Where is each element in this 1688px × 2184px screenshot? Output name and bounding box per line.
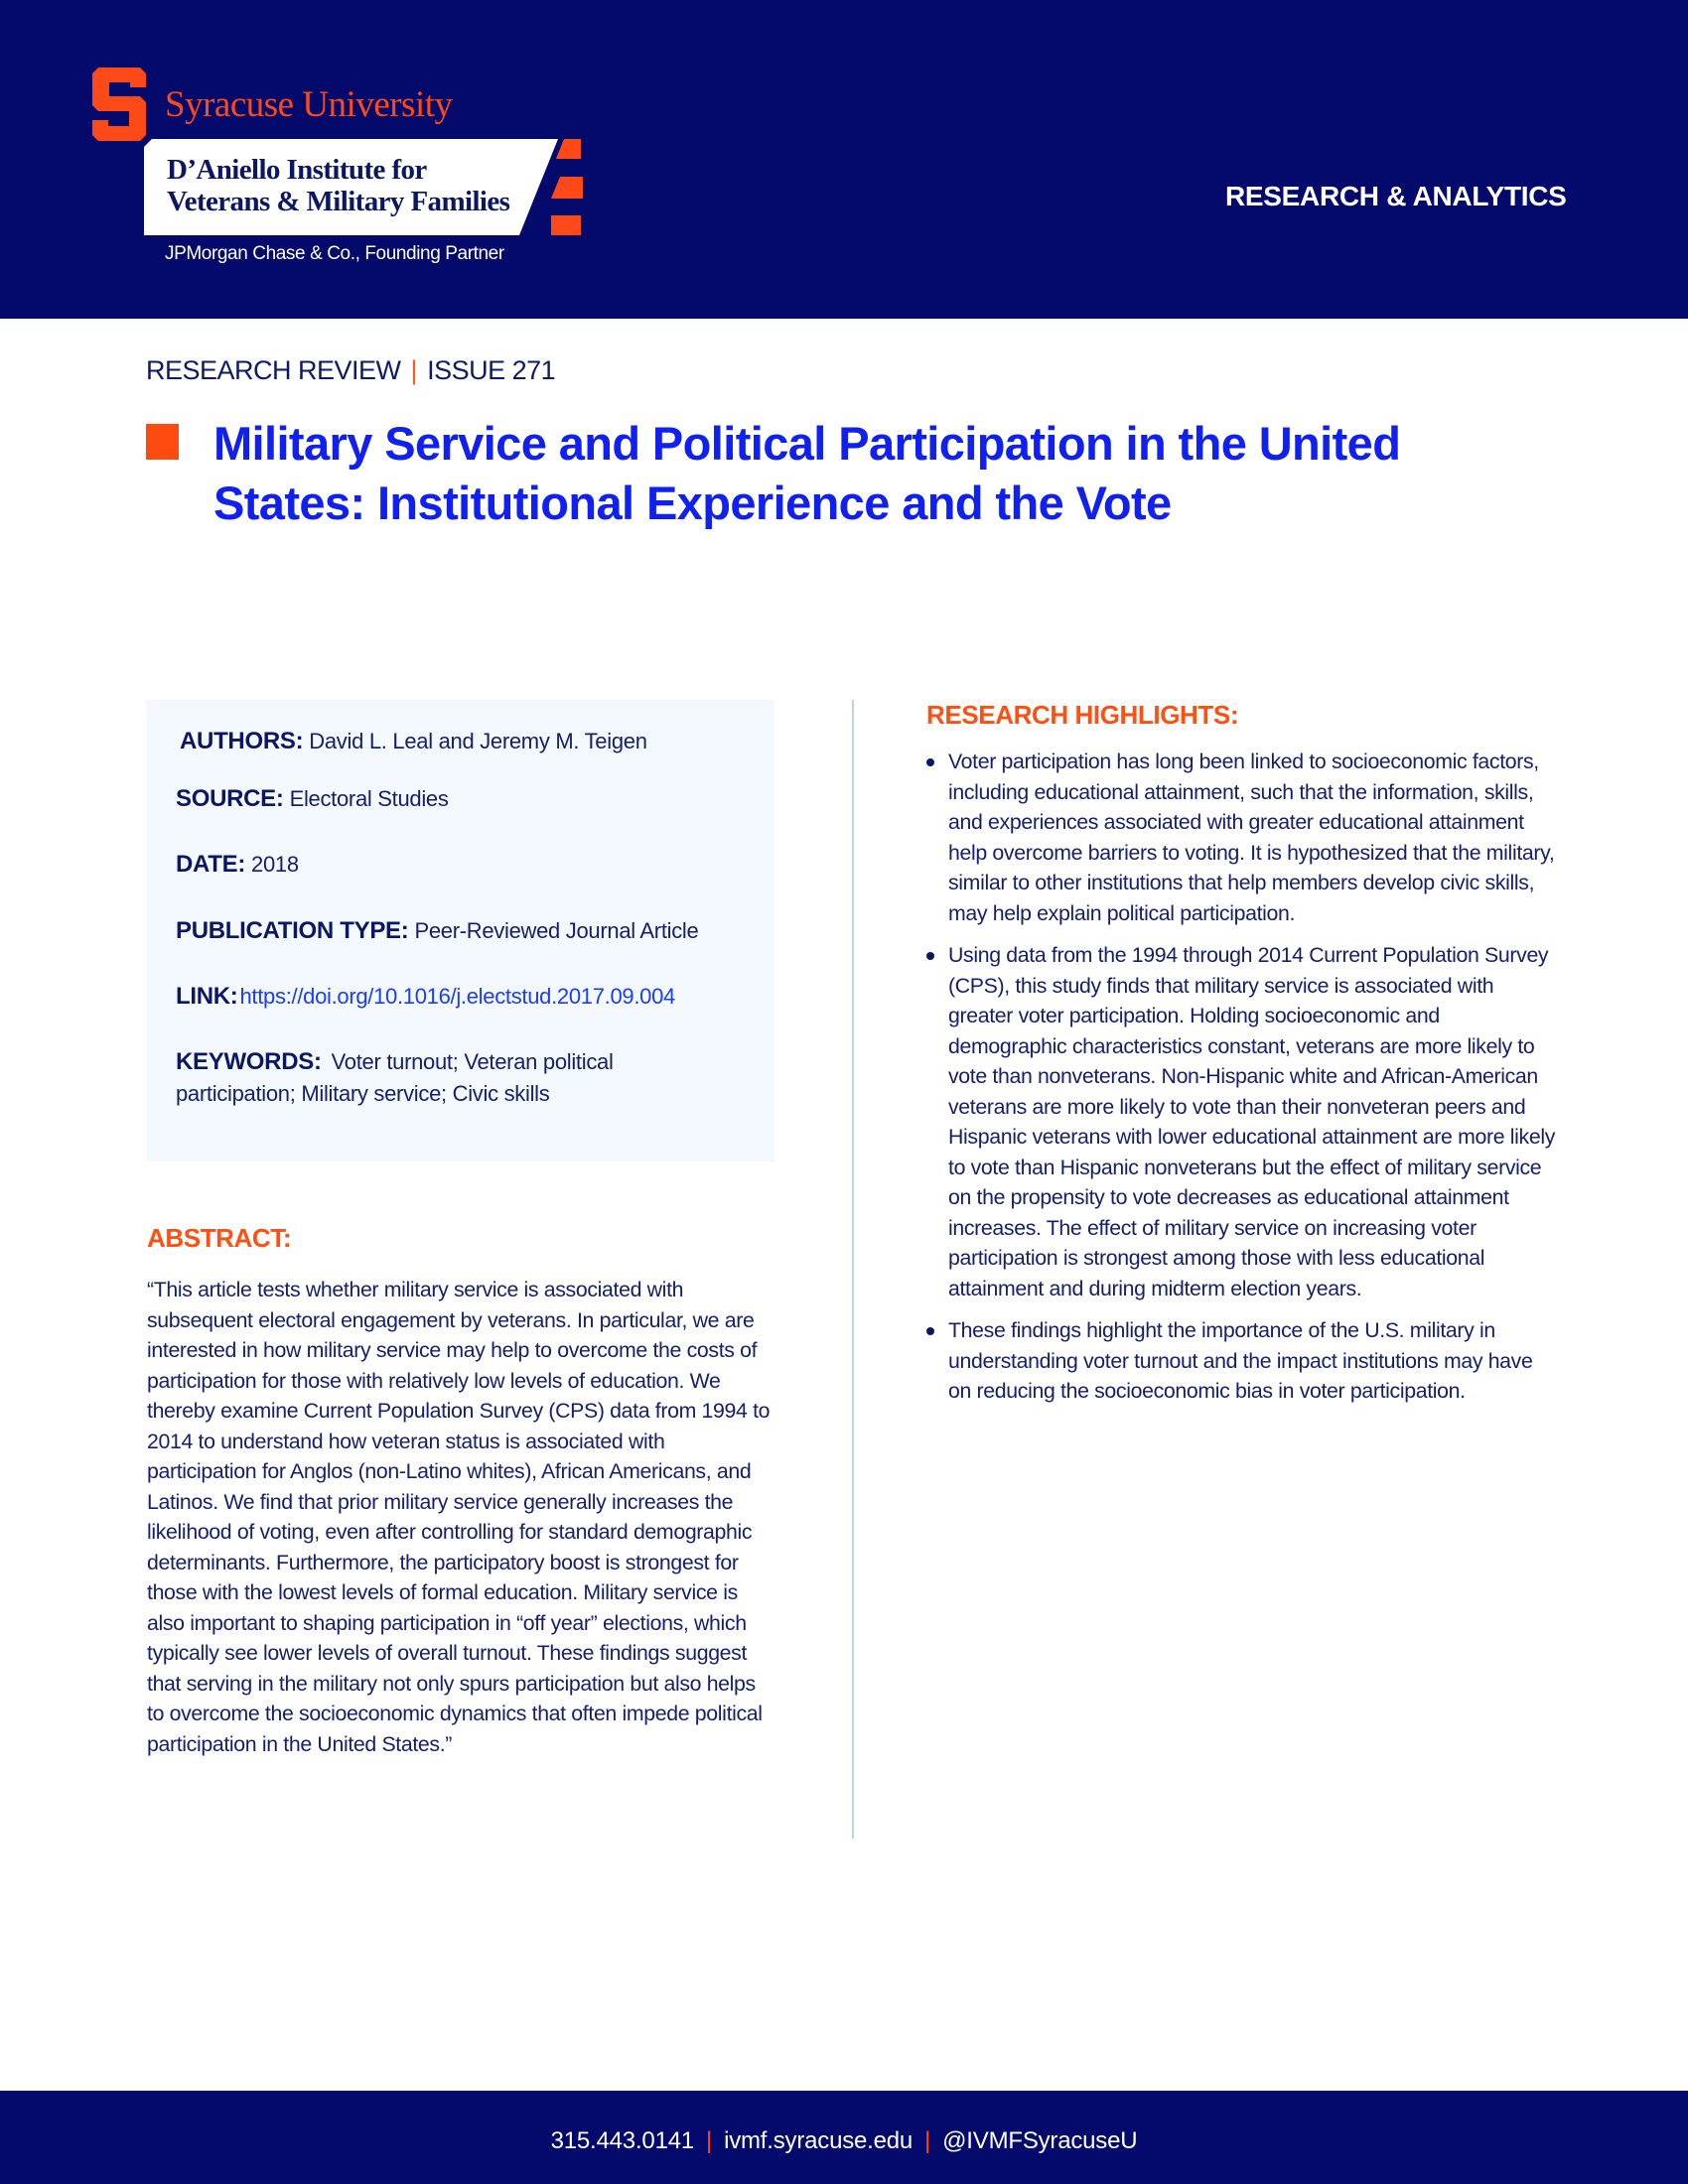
page-title: Military Service and Political Participation in the United States: Institutional Experience and the Vote	[213, 417, 1401, 529]
meta-source	[176, 783, 762, 815]
highlight-text: Voter participation has long been linked to socioeconomic factors, including educational attainment, such that the information, skills, and experiences associated with greater educational attainment help overcome barriers to voting. It is hypothesized that the military, similar to other institutions that help members develop civic skills, may help explain political participation.	[948, 750, 1555, 925]
institute-name-line1: D’Aniello Institute for	[167, 154, 427, 186]
page-footer	[0, 2091, 1688, 2184]
meta-link	[176, 981, 762, 1013]
highlight-text: Using data from the 1994 through 2014 Current Population Survey (CPS), this study finds that military service is associated with greater voter participation. Holding socioeconomic and demographic characteristics constant, veterans are more likely to vote than nonveterans. Non-Hispanic white and African-American veterans are more likely to vote than their nonveteran peers and Hispanic veterans with lower educational attainment are more likely to vote than Hispanic nonveterans but the effect of military service on the propensity to vote decreases as educational attainment increases. The effect of military service on increasing voter participation is strongest among those with less educational attainment and during midterm election years.	[948, 943, 1556, 1300]
publication-type-value: Peer-Reviewed Journal Article	[414, 918, 699, 943]
authors-value: David L. Leal and Jeremy M. Teigen	[309, 729, 647, 753]
footer-social[interactable]: @IVMFSyracuseU	[942, 2127, 1138, 2154]
date-value: 2018	[251, 852, 299, 877]
highlights-heading: RESEARCH HIGHLIGHTS:	[926, 700, 1239, 730]
issue-line	[146, 355, 555, 386]
keywords-value: Voter turnout; Veteran political participation; Military service; Civic skills	[176, 1049, 614, 1106]
footer-separator: |	[706, 2127, 713, 2154]
meta-keywords	[176, 1046, 652, 1110]
authors-label: AUTHORS:	[180, 728, 304, 754]
highlight-text: These findings highlight the importance of the U.S. military in understanding voter turnout and the impact institutions may have on reducing the socioeconomic bias in voter participation.	[948, 1318, 1533, 1403]
founding-partner: JPMorgan Chase & Co., Founding Partner	[165, 243, 504, 264]
bullet-icon	[926, 1327, 934, 1335]
orange-stripes-icon	[551, 139, 583, 236]
highlight-item	[921, 1315, 1557, 1407]
source-value: Electoral Studies	[289, 786, 449, 811]
bullet-icon	[926, 758, 934, 766]
university-name: Syracuse University	[165, 84, 453, 125]
highlight-item	[921, 747, 1557, 928]
issue-number: ISSUE 271	[427, 355, 556, 385]
link-label: LINK:	[176, 983, 238, 1010]
source-label: SOURCE:	[176, 785, 284, 812]
footer-website[interactable]: ivmf.syracuse.edu	[724, 2127, 914, 2154]
highlight-item	[921, 940, 1557, 1303]
meta-authors	[180, 726, 766, 757]
title-marker-square	[146, 424, 179, 460]
doi-link[interactable]: https://doi.org/10.1016/j.electstud.2017.09.004	[239, 984, 675, 1009]
syracuse-s-logo-icon	[92, 68, 146, 141]
series-name: RESEARCH REVIEW	[146, 355, 401, 385]
page-header	[0, 0, 1688, 319]
bullet-icon	[926, 952, 934, 960]
meta-date	[176, 849, 762, 881]
abstract-text: “This article tests whether military service is associated with subsequent electoral engagement by veterans. In particular, we are interested in how military service may help to overcome the costs of participation for those with relatively low levels of education. We thereby examine Current Population Survey (CPS) data from 1994 to 2014 to understand how veteran status is associated with participation for Anglos (non-Latino whites), African Americans, and Latinos. We find that prior military service generally increases the likelihood of voting, even after controlling for standard demographic determinants. Furthermore, the participatory boost is strongest for those with the lowest levels of formal education. Military service is also important to shaping participation in “off year” elections, which typically see lower levels of overall turnout. These findings suggest that serving in the military not only spurs participation but also helps to overcome the socioeconomic dynamics that often impede political participation in the United States.”	[147, 1278, 771, 1756]
institute-name-line2: Veterans & Military Families	[167, 186, 510, 217]
publication-type-label: PUBLICATION TYPE:	[176, 917, 409, 944]
separator: |	[410, 355, 418, 385]
highlights-list	[921, 747, 1557, 1419]
date-label: DATE:	[176, 851, 246, 878]
footer-phone[interactable]: 315.443.0141	[550, 2127, 695, 2154]
meta-publication-type	[176, 915, 762, 947]
section-label: RESEARCH & ANALYTICS	[1225, 181, 1567, 211]
column-divider	[852, 700, 854, 1839]
footer-separator: |	[924, 2127, 931, 2154]
abstract-heading: ABSTRACT:	[147, 1223, 292, 1253]
metadata-box	[146, 700, 774, 1161]
footer-contact	[0, 2127, 1688, 2155]
keywords-label: KEYWORDS:	[176, 1048, 322, 1075]
